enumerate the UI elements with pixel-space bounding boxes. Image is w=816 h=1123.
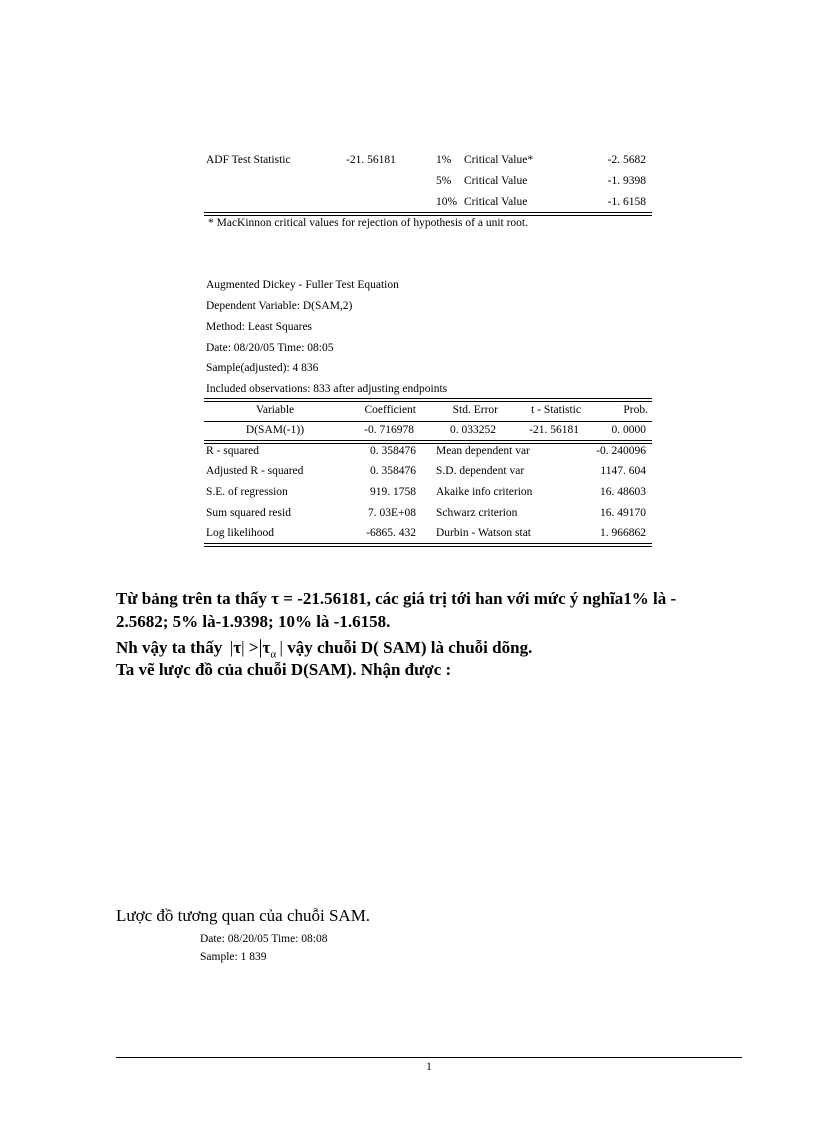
stat-label: S.E. of regression bbox=[206, 486, 288, 498]
stat-label: Adjusted R - squared bbox=[206, 465, 304, 477]
para-line-1: Từ bảng trên ta thấy τ = -21.56181, các giá trị tới han với mức ý nghĩa1% là - bbox=[116, 589, 677, 608]
stat-value: 1147. 604 bbox=[600, 465, 646, 477]
gt-symbol: > bbox=[248, 638, 259, 657]
stat-value: -6865. 432 bbox=[366, 527, 416, 539]
stat-label: Log likelihood bbox=[206, 527, 275, 539]
stat-label: Sum squared resid bbox=[206, 507, 291, 519]
stat-value: 0. 358476 bbox=[370, 445, 416, 457]
row-coefficient: -0. 716978 bbox=[364, 424, 414, 436]
eq-top-rule bbox=[204, 398, 652, 402]
col-variable: Variable bbox=[255, 404, 295, 416]
stat-value: 16. 48603 bbox=[600, 486, 646, 498]
tau-symbol: τ bbox=[233, 638, 242, 657]
stat-label: R - squared bbox=[206, 445, 260, 457]
eq-dependent: Dependent Variable: D(SAM,2) bbox=[206, 300, 353, 312]
row-prob: 0. 0000 bbox=[611, 424, 646, 436]
para-line-3: Nh vậy ta thấy $|\tau| >|\tau_\alpha$ | vậy chuỗi D( SAM) là chuỗi dõng. bbox=[116, 636, 533, 661]
eq-obs: Included observations: 833 after adjusting endpoints bbox=[206, 383, 448, 395]
para-line-3-pre: Nh vậy ta thấy bbox=[116, 638, 223, 657]
eq-title: Augmented Dickey - Fuller Test Equation bbox=[206, 279, 399, 291]
row-t-stat: -21. 56181 bbox=[529, 424, 579, 436]
tau-alpha-symbol: τ bbox=[262, 638, 271, 657]
crit-1-level: 1% bbox=[436, 154, 452, 166]
col-prob: Prob. bbox=[623, 404, 648, 416]
row-variable: D(SAM(-1)) bbox=[245, 424, 305, 436]
adf-value: -21. 56181 bbox=[346, 154, 396, 166]
eq-sample: Sample(adjusted): 4 836 bbox=[206, 362, 319, 374]
crit-2-level: 5% bbox=[436, 175, 452, 187]
crit-3-value: -1. 6158 bbox=[607, 196, 646, 208]
crit-3-level: 10% bbox=[436, 196, 458, 208]
stat-label: S.D. dependent var bbox=[436, 465, 525, 477]
alpha-subscript: α bbox=[270, 648, 277, 661]
page-number: 1 bbox=[426, 1061, 432, 1073]
stat-value: 7. 03E+08 bbox=[367, 507, 416, 519]
adf-label: ADF Test Statistic bbox=[206, 154, 291, 166]
adf-divider bbox=[204, 212, 652, 216]
eq-date: Date: 08/20/05 Time: 08:05 bbox=[206, 342, 334, 354]
header-rule bbox=[204, 421, 652, 422]
corr-date: Date: 08/20/05 Time: 08:08 bbox=[200, 933, 328, 945]
para-line-3-post: vậy chuỗi D( SAM) là chuỗi dõng. bbox=[287, 638, 533, 657]
crit-2-value: -1. 9398 bbox=[607, 175, 646, 187]
eq-method: Method: Least Squares bbox=[206, 321, 313, 333]
stat-value: -0. 240096 bbox=[596, 445, 646, 457]
col-t-stat: t - Statistic bbox=[531, 404, 581, 416]
stat-value: 919. 1758 bbox=[370, 486, 416, 498]
table-bottom-rule bbox=[204, 543, 652, 547]
crit-3-label: Critical Value bbox=[464, 196, 528, 208]
footer-rule bbox=[116, 1057, 742, 1058]
row-std-error: 0. 033252 bbox=[450, 424, 496, 436]
para-line-2: 2.5682; 5% là-1.9398; 10% là -1.6158. bbox=[116, 612, 391, 631]
corr-title: Lược đồ tương quan của chuỗi SAM. bbox=[116, 906, 371, 925]
stat-label: Akaike info criterion bbox=[436, 486, 533, 498]
col-coefficient: Coefficient bbox=[364, 404, 416, 416]
adf-note: * MacKinnon critical values for rejection of hypothesis of a unit root. bbox=[208, 217, 528, 229]
corr-sample: Sample: 1 839 bbox=[200, 951, 267, 963]
row-rule bbox=[204, 440, 652, 444]
col-std-error: Std. Error bbox=[452, 404, 498, 416]
crit-1-value: -2. 5682 bbox=[607, 154, 646, 166]
stat-value: 16. 49170 bbox=[600, 507, 646, 519]
stat-value: 0. 358476 bbox=[370, 465, 416, 477]
crit-1-label: Critical Value* bbox=[464, 154, 534, 166]
crit-2-label: Critical Value bbox=[464, 175, 528, 187]
stat-label: Schwarz criterion bbox=[436, 507, 518, 519]
stat-value: 1. 966862 bbox=[600, 527, 646, 539]
stat-label: Mean dependent var bbox=[436, 445, 530, 457]
para-line-4: Ta vẽ lược đồ của chuỗi D(SAM). Nhận được : bbox=[116, 660, 452, 679]
stat-label: Durbin - Watson stat bbox=[436, 527, 532, 539]
